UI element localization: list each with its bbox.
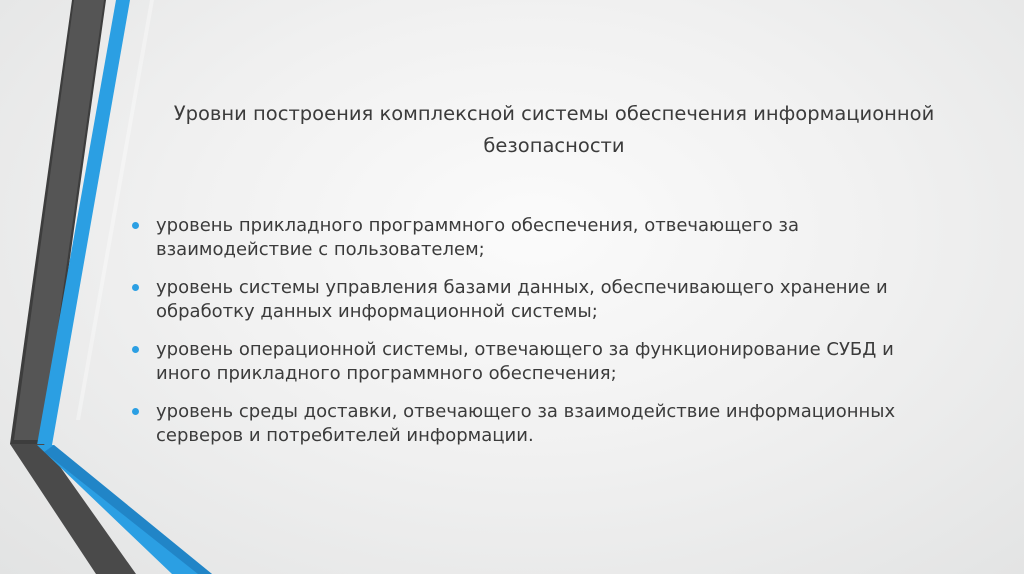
bullet-dot-icon: [132, 222, 139, 229]
bullet-item: [132, 276, 972, 324]
bullet-item: [132, 214, 972, 262]
bullet-dot-icon: [132, 408, 139, 415]
slide-title: [120, 98, 988, 162]
bullet-text-line-1: уровень операционной системы, отвечающего за функционирование СУБД и: [156, 339, 894, 360]
bullet-text-line-2: иного прикладного программного обеспечения;: [156, 363, 617, 384]
slide-title-line-2: безопасности: [483, 134, 625, 157]
bullet-dot-icon: [132, 284, 139, 291]
bullet-text-line-1: уровень прикладного программного обеспечения, отвечающего за: [156, 215, 800, 236]
bullet-text-line-1: уровень системы управления базами данных, обеспечивающего хранение и: [156, 277, 888, 298]
slide-title-line-1: Уровни построения комплексной системы обеспечения информационной: [173, 102, 935, 125]
bullet-text-line-2: обработку данных информационной системы;: [156, 301, 598, 322]
bullet-text-line-2: взаимодействие с пользователем;: [156, 239, 485, 260]
bullet-item: [132, 400, 972, 448]
bullet-dot-icon: [132, 346, 139, 353]
bullet-item: [132, 338, 972, 386]
bullet-list: [132, 214, 972, 462]
bullet-text-line-1: уровень среды доставки, отвечающего за взаимодействие информационных: [156, 401, 896, 422]
bullet-text-line-2: серверов и потребителей информации.: [156, 425, 534, 446]
